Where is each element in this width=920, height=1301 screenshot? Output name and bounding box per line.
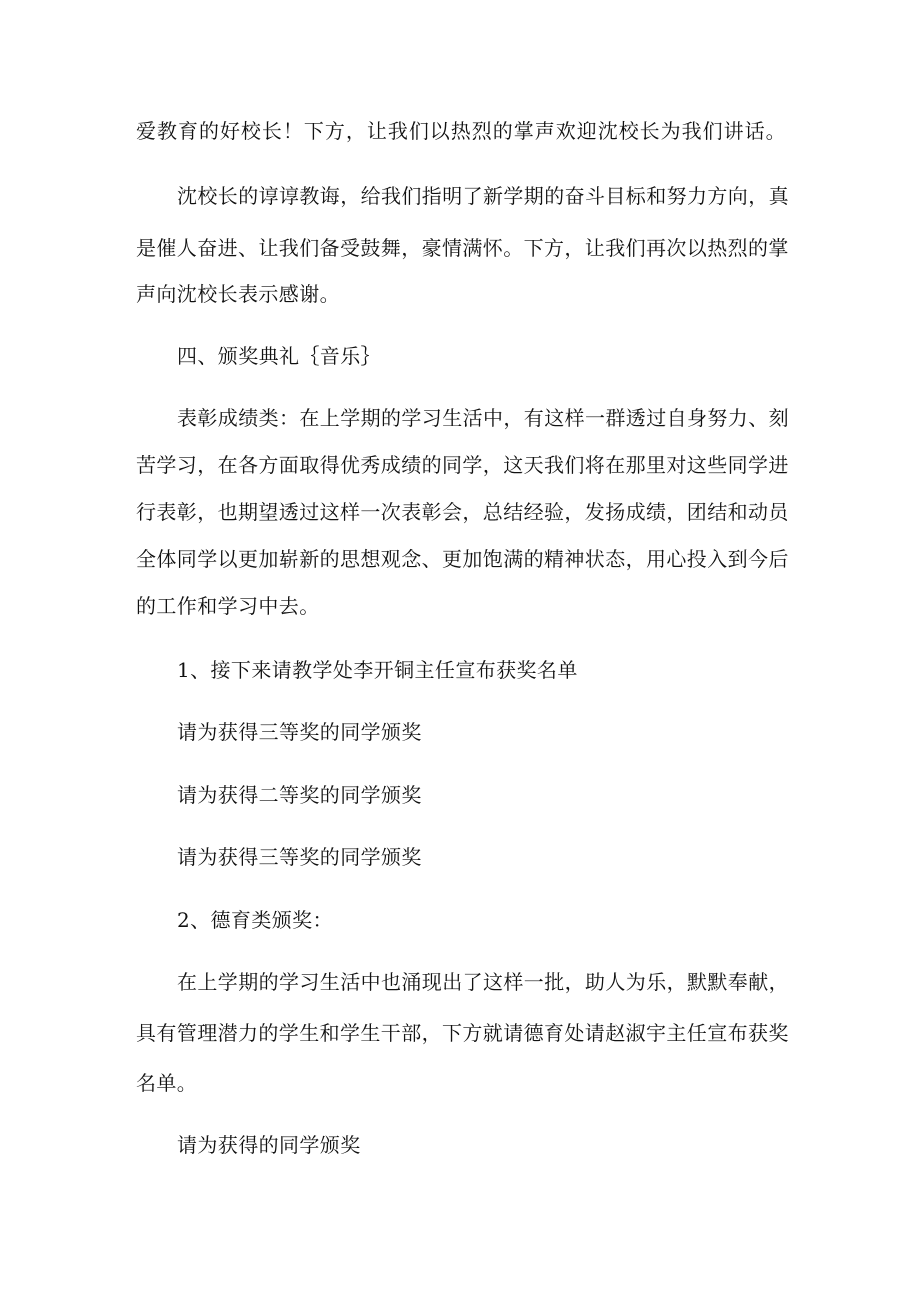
paragraph-line: 的工作和学习中去。 — [136, 594, 320, 618]
list-item-heading: 1、接下来请教学处李开铜主任宣布获奖名单 — [177, 658, 578, 682]
paragraph-line: 全体同学以更加崭新的思想观念、更加饱满的精神状态，用心投入到今后 — [136, 547, 789, 571]
paragraph-line: 苦学习，在各方面取得优秀成绩的同学，这天我们将在那里对这些同学进 — [136, 453, 789, 477]
paragraph-line: 是催人奋进、让我们备受鼓舞，豪情满怀。下方，让我们再次以热烈的掌 — [136, 236, 789, 260]
list-item-heading: 2、德育类颁奖： — [177, 908, 333, 932]
paragraph-line: 表彰成绩类：在上学期的学习生活中，有这样一群透过自身努力、刻 — [177, 406, 789, 430]
paragraph-line: 声向沈校长表示感谢。 — [136, 282, 340, 306]
paragraph-line: 爱教育的好校长！下方，让我们以热烈的掌声欢迎沈校长为我们讲话。 — [136, 119, 786, 143]
award-line: 请为获得二等奖的同学颁奖 — [177, 783, 422, 807]
award-line: 请为获得三等奖的同学颁奖 — [177, 845, 422, 869]
section-heading: 四、颁奖典礼｛音乐｝ — [177, 344, 381, 368]
paragraph-line: 行表彰，也期望透过这样一次表彰会，总结经验，发扬成绩，团结和动员 — [136, 500, 789, 524]
award-line: 请为获得三等奖的同学颁奖 — [177, 720, 422, 744]
paragraph-line: 具有管理潜力的学生和学生干部，下方就请德育处请赵淑宇主任宣布获奖 — [136, 1021, 789, 1045]
paragraph-line: 沈校长的谆谆教诲，给我们指明了新学期的奋斗目标和努力方向，真 — [177, 184, 789, 208]
award-line: 请为获得的同学颁奖 — [177, 1133, 361, 1157]
paragraph-line: 名单。 — [136, 1071, 198, 1095]
paragraph-line: 在上学期的学习生活中也涌现出了这样一批，助人为乐，默默奉献， — [177, 970, 789, 994]
